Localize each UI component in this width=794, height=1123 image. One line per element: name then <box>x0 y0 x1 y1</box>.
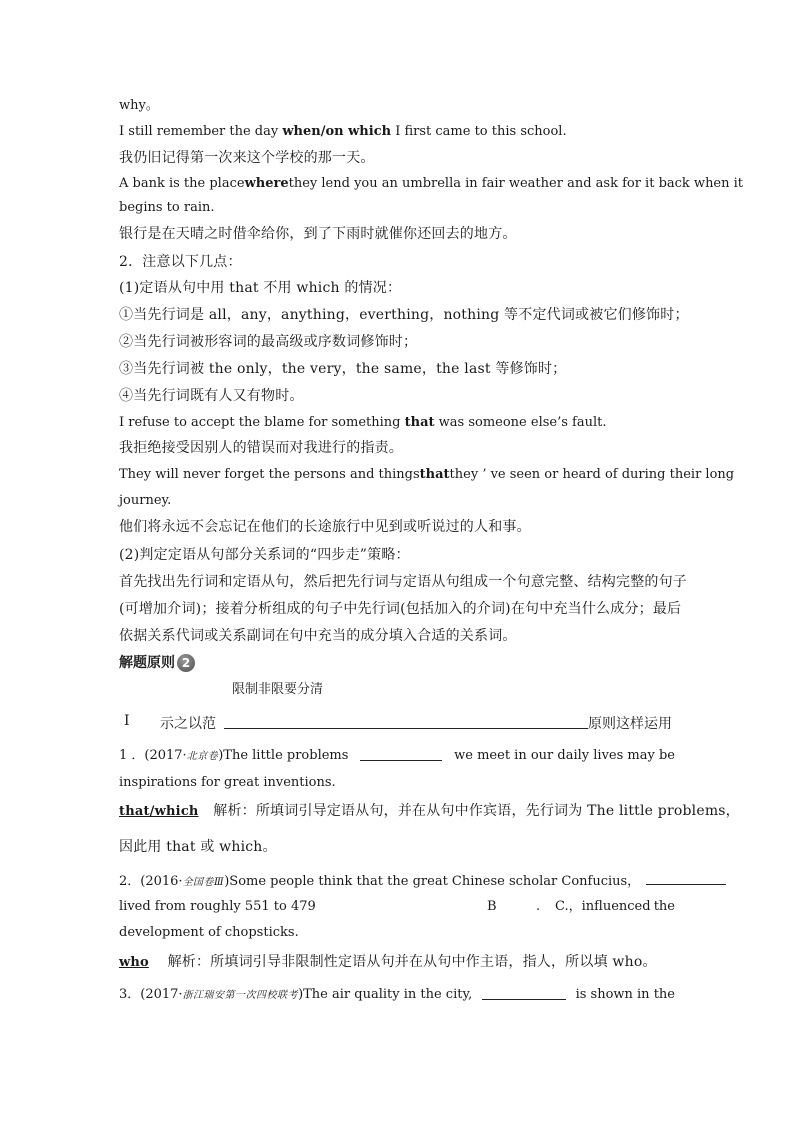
keyword-when-on-which: when/on which <box>282 124 392 139</box>
rule-item-3: ③当先行词被 the only，the very，the same，the last 等修饰时； <box>119 361 567 377</box>
question-2-analysis: who 解析：所填词引导非限制性定语从句并在从句中作主语，指人，所以填 who。 <box>119 954 657 970</box>
section-subtitle: 限制非限要分清 <box>232 682 324 697</box>
example-sentence-2: A bank is the place where they lend you an umbrella in fair weather and ask for it back when it <box>119 176 744 191</box>
strategy-line-3: 依据关系代词或关系副词在句中充当的成分填入合适的关系词。 <box>119 628 517 644</box>
question-1-cont: inspirations for great inventions. <box>119 775 336 790</box>
question-3: 3．(2017·浙江瑞安第一次四校联考)The air quality in the city, is shown in the <box>119 987 675 1002</box>
question-1-analysis-cont: 因此用 that 或 which。 <box>119 839 277 855</box>
example-lead-line <box>124 713 672 733</box>
question-1-analysis: that/which 解析：所填词引导定语从句，并在从句中作宾语，先行词为 The little problems， <box>119 803 740 819</box>
rule-item-1: ①当先行词是 all，any，anything，everthing，nothing 等不定代词或被它们修饰时； <box>119 307 689 323</box>
keyword-that-2: that <box>419 467 450 482</box>
example-sentence-3: I refuse to accept the blame for something that was someone else’s fault. <box>119 415 607 430</box>
lead-left-label: 示之以范 <box>160 716 216 732</box>
translation-2: 银行是在天晴之时借伞给你，到了下雨时就催你还回去的地方。 <box>119 226 517 242</box>
answer-blank-2[interactable] <box>646 871 726 885</box>
keyword-that: that <box>404 415 435 430</box>
lead-underline <box>224 728 588 729</box>
number-2-badge-icon: 2 <box>177 654 195 672</box>
rule-2-heading: (2)判定定语从句部分关系词的“四步走”策略： <box>119 547 410 563</box>
strategy-line-2: (可增加介词)；接着分析组成的句子中先行词(包括加入的介词)在句中充当什么成分；最后 <box>119 601 682 617</box>
section-heading: 解题原则 2 <box>119 653 195 673</box>
translation-4: 他们将永远不会忘记在他们的长途旅行中见到或听说过的人和事。 <box>119 519 531 535</box>
lead-right-label: 原则这样运用 <box>588 716 672 732</box>
answer-blank-3[interactable] <box>482 986 566 1000</box>
answer-1: that/which <box>119 804 199 819</box>
question-2: 2．(2016·全国卷Ⅲ)Some people think that the great Chinese scholar Confucius， <box>119 871 675 892</box>
point-2-heading: 2．注意以下几点： <box>119 254 242 270</box>
example-sentence-1: I still remember the day when/on which I first came to this school. <box>119 124 567 139</box>
rule-1-heading: (1)定语从句中用 that 不用 which 的情况： <box>119 280 402 296</box>
line-why: why。 <box>119 98 159 113</box>
example-sentence-4-cont: journey. <box>119 493 172 508</box>
document-page: why。 I still remember the day when/on which I first came to this school. 我仍旧记得第一次来这个学校的那一天。 A bank is the place where they lend you an umbrella in fair weather and ask for it back when it begins to rain. 银行是在天晴之时借伞给你，到了下雨时就催你还回去的地方。 2．注意以下几点： (1)定语从句中用 that 不用 which 的情况： ①当先行词是 all，any，anything，everthing，nothing 等不定代词或被它们修饰时； ②当先行词被形容词的最高级或序数词修饰时； ③当先行词被 the only，the very，the same，the last 等修饰时； ④当先行词既有人又有物时。 I refuse to accept the blame for something that was someone else’s fault. 我拒绝接受因别人的错误而对我进行的指责。 They will never forget the persons and things that they ’ ve seen or heard of during their long journey. 他们将永远不会忘记在他们的长途旅行中见到或听说过的人和事。 (2)判定定语从句部分关系词的“四步走”策略： 首先找出先行词和定语从句，然后把先行词与定语从句组成一个句意完整、结构完整的句子 (可增加介词)；接着分析组成的句子中先行词(包括加入的介词)在句中充当什么成分；最后 依据关系代词或关系副词在句中充当的成分填入合适的关系词。 解题原则 2 限制非限要分清 Ⅰ 示之以范 原则这样运用 1 ．(2017·北京卷)The little problems we meet in our daily lives may be inspirations for great inventions. that/which 解析：所填词引导定语从句，并在从句中作宾语，先行词为 The little problems， 因此用 that 或 which。 2．(2016·全国卷Ⅲ)Some people think that the great Chinese scholar Confucius， lived from roughly 551 to 479 B . C.，influenced the development of chopsticks. who 解析：所填词引导非限制性定语从句并在从句中作主语，指人，所以填 who。 3．(2017·浙江瑞安第一次四校联考)The air quality in the city, is shown in the <box>0 0 794 1123</box>
example-sentence-4: They will never forget the persons and things that they ’ ve seen or heard of during their long <box>119 467 735 482</box>
question-2-cont-2: development of chopsticks. <box>119 925 299 940</box>
keyword-where: where <box>244 176 289 191</box>
translation-3: 我拒绝接受因别人的错误而对我进行的指责。 <box>119 440 403 456</box>
roman-numeral: Ⅰ <box>124 713 130 729</box>
rule-item-2: ②当先行词被形容词的最高级或序数词修饰时； <box>119 334 418 350</box>
rule-item-4: ④当先行词既有人又有物时。 <box>119 388 304 404</box>
question-1: 1 ．(2017·北京卷)The little problems we meet in our daily lives may be <box>119 748 675 763</box>
strategy-line-1: 首先找出先行词和定语从句，然后把先行词与定语从句组成一个句意完整、结构完整的句子 <box>119 574 687 590</box>
answer-2: who <box>119 955 149 970</box>
answer-blank-1[interactable] <box>360 747 442 761</box>
translation-1: 我仍旧记得第一次来这个学校的那一天。 <box>119 150 375 166</box>
example-sentence-2-cont: begins to rain. <box>119 200 215 215</box>
